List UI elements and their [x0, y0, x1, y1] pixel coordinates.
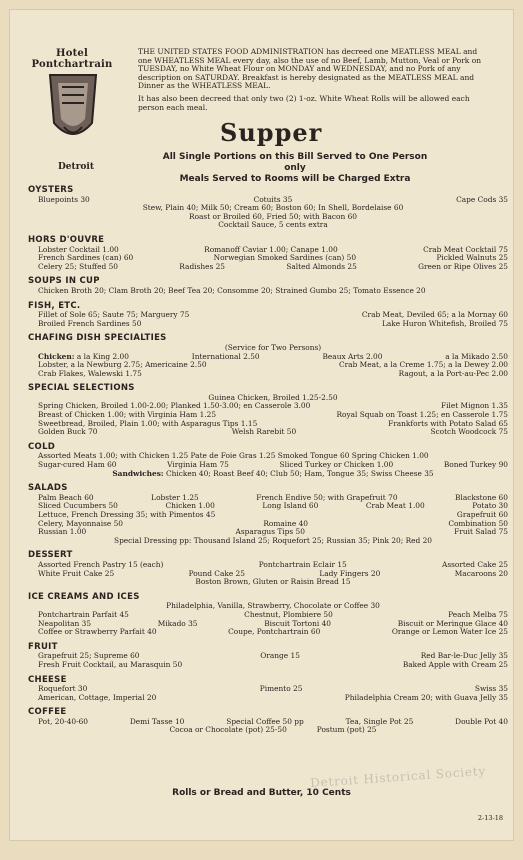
- menu-item: Radishes 25: [179, 261, 226, 271]
- menu-item: Sliced Turkey or Chicken 1.00: [279, 460, 394, 470]
- menu-item: Coffee or Strawberry Parfait 40: [38, 627, 157, 637]
- menu-item: Pickled Walnuts 25: [436, 253, 508, 263]
- menu-item: (Service for Two Persons): [224, 342, 322, 352]
- menu-item: Fruit Salad 75: [454, 527, 508, 537]
- menu-item: Celery, Mayonnaise 50: [38, 518, 123, 528]
- menu-item: Biscuit or Meringue Glace 40: [397, 618, 508, 628]
- menu-item: Double Pot 40: [455, 716, 508, 726]
- menu-item: Spring Chicken, Broiled 1.00-2.00; Planked 1.50-3.00; en Casserole 3.00: [38, 401, 311, 411]
- menu-item: Potato 30: [472, 501, 508, 511]
- menu-item: Chicken Broth 20; Clam Broth 20; Beef Tea 20; Consomme 20; Strained Gumbo 25; Tomato Essence 20: [38, 285, 426, 295]
- notice-paragraph-1: THE UNITED STATES FOOD ADMINISTRATION has decreed one MEATLESS MEAL and one WHEATLESS MEAL every day, also the use of no Beef, Lamb, Mutton, Veal or Pork on TUESDAY, no White Wheat Flour on MONDAY and WEDNESDAY, and no Pork of any description on SATURDAY. Breakfast is hereby designated as the MEATLESS MEAL and Dinner as the WHEATLESS MEAL.: [138, 47, 482, 91]
- menu-item: Macaroons 20: [454, 568, 508, 578]
- bread-note: Rolls or Bread and Butter, 10 Cents: [172, 788, 351, 798]
- menu-row: [28, 726, 508, 735]
- section-cold: [28, 443, 508, 478]
- menu-item: Welsh Rarebit 50: [231, 427, 297, 437]
- menu-row: [28, 694, 508, 703]
- menu-item: Palm Beach 60: [38, 492, 94, 502]
- menu-item: Lobster 1.25: [151, 492, 199, 502]
- section-title: FRUIT: [28, 641, 58, 652]
- menu-row: [28, 370, 508, 379]
- menu-item: Green or Ripe Olives 25: [418, 261, 508, 271]
- menu-item: Assorted Meats 1.00; with Chicken 1.25 Pate de Foie Gras 1.25 Smoked Tongue 60 Spring Chicken 1.00: [38, 451, 429, 461]
- section-fruit: [28, 643, 508, 670]
- menu-item: Special Dressing pp: Thousand Island 25; Roquefort 25; Russian 35; Pink 20; Red 20: [114, 535, 432, 545]
- menu-item: a la King 2.00: [76, 351, 129, 361]
- menu-item: Lake Huron Whitefish, Broiled 75: [381, 318, 508, 328]
- menu-row: [28, 661, 508, 670]
- section-salads: [28, 484, 508, 545]
- menu-item: Lettuce, French Dressing 35; with Pimentos 45: [38, 510, 216, 519]
- menu-item: Sugar-cured Ham 60: [38, 460, 117, 470]
- menu-item: Chicken 40; Roast Beef 40; Club 50; Ham, Tongue 35; Swiss Cheese 35: [166, 468, 434, 478]
- menu-item: International 2.50: [191, 351, 260, 361]
- section-hors-doeuvre: [28, 236, 508, 271]
- section-dessert: [28, 551, 508, 586]
- menu-title: Supper: [220, 118, 323, 147]
- section-title: SPECIAL SELECTIONS: [28, 383, 135, 394]
- menu-item: Norwegian Smoked Sardines (can) 50: [213, 253, 357, 263]
- menu-item: Assorted French Pastry 15 (each): [38, 559, 164, 569]
- section-special-selections: [28, 384, 508, 437]
- menu-item: Asparagus Tips 50: [235, 527, 305, 537]
- menu-item: Demi Tasse 10: [129, 716, 185, 726]
- notice-paragraph-2: It has also been decreed that only two (2) 1-oz. White Wheat Rolls will be allowed each person each meal.: [138, 93, 470, 112]
- menu-item: Cocoa or Chocolate (pot) 25-50: [169, 725, 287, 735]
- menu-row: [28, 320, 508, 329]
- menu-item: Grapefruit 60: [456, 510, 508, 519]
- menu-item: Guinea Chicken, Broiled 1.25-2.50: [208, 392, 338, 402]
- menu-row: [28, 428, 508, 437]
- menu-row: [28, 470, 508, 479]
- menu-item: Sliced Cucumbers 50: [38, 501, 118, 511]
- menu-item: Ragout, a la Port-au-Pec 2.00: [398, 368, 508, 378]
- section-chafing-dish: [28, 334, 508, 378]
- section-cheese: [28, 676, 508, 703]
- menu-item: Scotch Woodcock 75: [430, 427, 508, 437]
- rule-line-2: Meals Served to Rooms will be Charged Extra: [179, 174, 411, 184]
- section-title: CHEESE: [28, 674, 67, 685]
- section-ice-creams: [28, 593, 508, 637]
- rule-line-1: All Single Portions on this Bill Served to One Person only: [162, 152, 428, 173]
- menu-item: Red Bar-le-Duc Jelly 35: [420, 651, 508, 661]
- menu-item: a la Mikado 2.50: [445, 351, 508, 361]
- menu-row: [28, 287, 508, 296]
- menu-row: [28, 221, 508, 230]
- menu-item: Assorted Cake 25: [441, 559, 508, 569]
- section-title: ICE CREAMS AND ICES: [28, 591, 140, 602]
- section-title: CHAFING DISH SPECIALTIES: [28, 333, 167, 344]
- menu-item: Filet Mignon 1.35: [441, 401, 508, 411]
- menu-item: Frankforts with Potato Salad 65: [388, 418, 508, 428]
- menu-item: Royal Squab on Toast 1.25; en Casserole 1.75: [336, 410, 508, 420]
- menu-item: Romaine 40: [263, 518, 308, 528]
- menu-item: Romanoff Caviar 1.00; Canape 1.00: [204, 244, 338, 254]
- menu-item: Crab Flakes, Walewski 1.75: [38, 368, 142, 378]
- menu-item: Lobster, a la Newburg 2.75; Americaine 2.50: [38, 360, 207, 370]
- print-code: 2-13-18: [477, 814, 503, 822]
- menu-item: Orange or Lemon Water Ice 25: [391, 627, 508, 637]
- menu-item: Breast of Chicken 1.00; with Virginia Ham 1.25: [38, 410, 217, 420]
- menu-row: [28, 578, 508, 587]
- menu-item: American, Cottage, Imperial 20: [38, 692, 157, 702]
- section-oysters: [28, 186, 508, 230]
- menu-item: Baked Apple with Cream 25: [402, 659, 508, 669]
- section-soups: [28, 277, 508, 295]
- menu-item: Tea, Single Pot 25: [345, 716, 414, 726]
- menu-item: Swiss 35: [474, 684, 508, 694]
- menu-item: Long Island 60: [262, 501, 319, 511]
- menu-item: Pontchartrain Eclair 15: [258, 559, 347, 569]
- section-fish: [28, 302, 508, 329]
- menu-item: Chicken 1.00: [165, 501, 215, 511]
- menu-item: Pot, 20-40-60: [38, 716, 88, 726]
- menu-item: Fillet of Sole 65; Saute 75; Marguery 75: [38, 310, 190, 320]
- menu-item: Celery 25; Stuffed 50: [38, 261, 118, 271]
- menu-item: Crab Meat, a la Creme 1.75; a la Dewey 2.00: [338, 360, 508, 370]
- menu-item: Combination 50: [448, 518, 508, 528]
- menu-header: [10, 10, 513, 184]
- section-title: DESSERT: [28, 550, 73, 561]
- menu-row: [28, 263, 508, 272]
- section-title: SALADS: [28, 483, 68, 494]
- crest-icon: [44, 65, 102, 155]
- menu-item-label: Chicken:: [38, 351, 75, 361]
- hotel-name: Hotel Pontchartrain: [31, 48, 113, 70]
- menu-item: Special Coffee 50 pp: [226, 716, 304, 726]
- city-name: Detroit: [58, 162, 95, 172]
- section-title: FISH, ETC.: [28, 300, 81, 311]
- menu-item: Boned Turkey 90: [443, 460, 508, 470]
- menu-item: Lobster Cocktail 1.00: [38, 244, 119, 254]
- menu-item: Postum (pot) 25: [316, 725, 377, 735]
- menu-item: Mikado 35: [157, 618, 198, 628]
- menu-item: Pontchartrain Parfait 45: [38, 609, 129, 619]
- section-title: COFFEE: [28, 707, 67, 718]
- menu-item: Crab Meat, Deviled 65; a la Mornay 60: [361, 310, 508, 320]
- menu-item: Chestnut, Plombiere 50: [244, 609, 333, 619]
- watermark: Detroit Historical Society: [309, 763, 487, 791]
- food-admin-notice: [138, 48, 488, 116]
- section-coffee: [28, 708, 508, 735]
- menu-item: Fresh Fruit Cocktail, au Marasquin 50: [38, 659, 183, 669]
- menu-item: Crab Meat 1.00: [365, 501, 425, 511]
- menu-item: French Sardines (can) 60: [38, 253, 134, 263]
- menu-item: Cape Cods 35: [456, 194, 508, 204]
- menu-item: Virginia Ham 75: [167, 460, 229, 470]
- menu-item: Blackstone 60: [455, 492, 508, 502]
- section-title: OYSTERS: [28, 185, 74, 195]
- menu-item: Philadelphia, Vanilla, Strawberry, Chocolate or Coffee 30: [166, 601, 380, 611]
- menu-item: Peach Melba 75: [448, 609, 508, 619]
- menu-item: Roast or Broiled 60, Fried 50; with Bacon 60: [189, 211, 357, 221]
- menu-page: [10, 10, 513, 840]
- section-title: SOUPS IN CUP: [28, 276, 100, 287]
- menu-item: Cocktail Sauce, 5 cents extra: [218, 220, 328, 230]
- menu-item: Cotuits 35: [253, 194, 293, 204]
- menu-item: Orange 15: [260, 651, 300, 661]
- menu-item: Golden Buck 70: [38, 427, 98, 437]
- menu-item-label: Sandwiches:: [112, 468, 164, 478]
- menu-item: Russian 1.00: [38, 527, 87, 537]
- menu-item: Grapefruit 25; Supreme 60: [38, 651, 140, 661]
- menu-item: Crab Meat Cocktail 75: [423, 244, 508, 254]
- menu-item: Pimento 25: [259, 684, 303, 694]
- menu-row: [28, 628, 508, 637]
- menu-item: Neapolitan 35: [38, 618, 92, 628]
- menu-item: Sweetbread, Broiled, Plain 1.00; with Asparagus Tips 1.15: [38, 418, 258, 428]
- menu-item: Coupe, Pontchartrain 60: [228, 627, 321, 637]
- menu-item: White Fruit Cake 25: [38, 568, 115, 578]
- menu-item: Boston Brown, Gluten or Raisin Bread 15: [195, 577, 351, 587]
- menu-item: Pound Cake 25: [188, 568, 245, 578]
- menu-item: French Endive 50; with Grapefruit 70: [256, 492, 398, 502]
- menu-row: [28, 537, 508, 546]
- menu-item: Roquefort 30: [38, 684, 88, 694]
- menu-item: Salted Almonds 25: [286, 261, 357, 271]
- section-title: HORS D'OUVRE: [28, 234, 105, 245]
- menu-item: Beaux Arts 2.00: [322, 351, 383, 361]
- menu-item: Philadelphia Cream 20; with Guava Jelly 35: [344, 692, 508, 702]
- menu-item: Biscuit Tortoni 40: [264, 618, 332, 628]
- menu-item: Broiled French Sardines 50: [38, 318, 142, 328]
- menu-item: Stew, Plain 40; Milk 50; Cream 60; Boston 60; In Shell, Bordelaise 60: [142, 203, 404, 213]
- menu-content: [28, 180, 508, 735]
- section-title: COLD: [28, 441, 56, 452]
- menu-item: Bluepoints 30: [38, 194, 90, 204]
- menu-item: Lady Fingers 20: [319, 568, 381, 578]
